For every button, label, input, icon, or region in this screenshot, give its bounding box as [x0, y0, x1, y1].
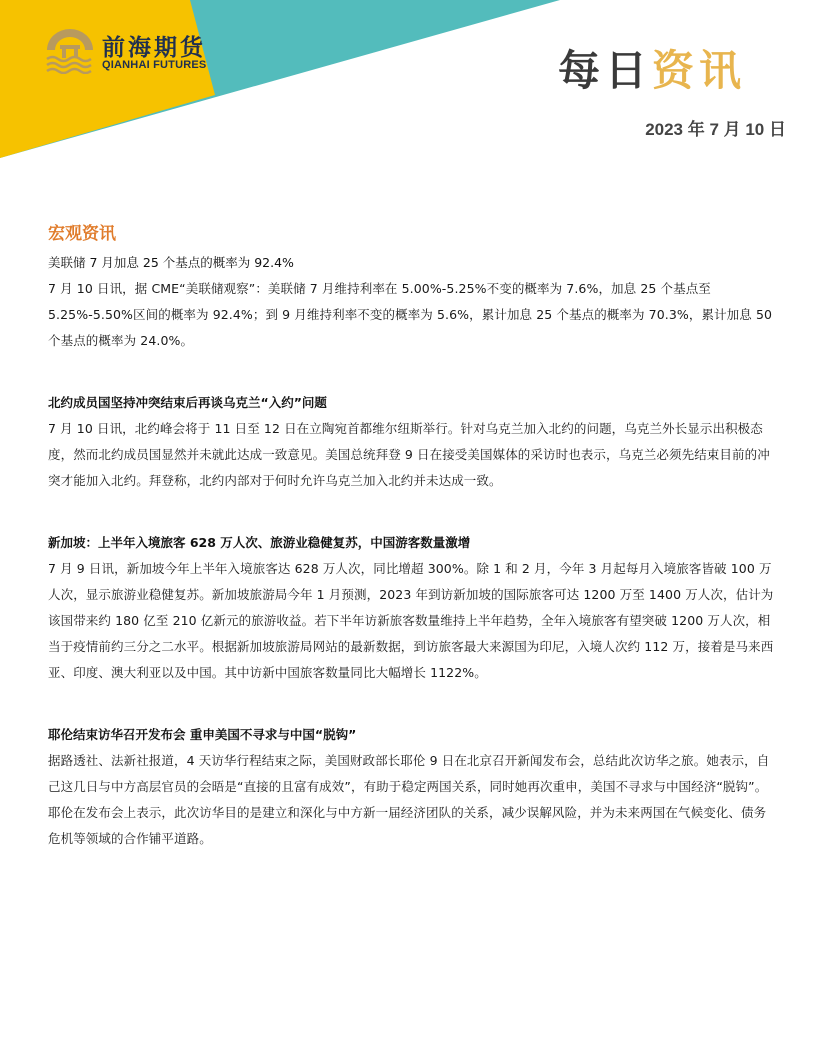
logo-chinese-name: 前海期货 — [102, 34, 206, 61]
report-date: 2023 年 7 月 10 日 — [645, 120, 786, 139]
main-content — [48, 220, 778, 888]
article-body: 7 月 10 日讯，北约峰会将于 11 日至 12 日在立陶宛首都维尔纽斯举行。针对乌克兰加入北约的问题，乌克兰外长显示出积极态度，然而北约成员国显然并未就此达成一致意见。美国总统拜登 9 日在接受美国媒体的采访时也表示，乌克兰必须先结束目前的冲突才能加入北约。拜登称，北约内部对于何时允许乌克兰加入北约并未达成一致。 — [48, 421, 770, 488]
article-title: 美联储 7 月加息 25 个基点的概率为 92.4% — [48, 255, 294, 270]
company-logo — [44, 28, 244, 78]
logo-mark-icon — [44, 28, 96, 74]
page-title-part1: 每日 — [557, 46, 652, 95]
article-body: 7 月 10 日讯，据 CME“美联储观察”：美联储 7 月维持利率在 5.00%-5.25%不变的概率为 7.6%，加息 25 个基点至 5.25%-5.50%区间的概率为 92.4%；到 9 月维持利率不变的概率为 5.6%，累计加息 25 个基点的概率为 70.3%，累计加息 50 个基点的概率为 24.0%。 — [48, 281, 773, 348]
article-title: 新加坡：上半年入境旅客 628 万人次、旅游业稳健复苏，中国游客数量激增 — [48, 535, 471, 550]
article-body: 据路透社、法新社报道，4 天访华行程结束之际，美国财政部长耶伦 9 日在北京召开新闻发布会，总结此次访华之旅。她表示，自己这几日与中方高层官员的会晤是“直接的且富有成效”，有助于稳定两国关系，同时她再次重申，美国不寻求与中国经济“脱钩”。耶伦在发布会上表示，此次访华目的是建立和深化与中方新一届经济团队的关系，减少误解风险，并为未来两国在气候变化、债务危机等领域的合作铺平道路。 — [48, 753, 770, 846]
article-title: 北约成员国坚持冲突结束后再谈乌克兰“入约”问题 — [48, 395, 327, 410]
page-title — [557, 46, 746, 95]
article-body: 7 月 9 日讯，新加坡今年上半年入境旅客达 628 万人次，同比增超 300%。除 1 和 2 月，今年 3 月起每月入境旅客皆破 100 万人次，显示旅游业稳健复苏。新加坡旅游局今年 1 月预测，2023 年到访新加坡的国际旅客可达 1200 万至 1400 万人次，估计为该国带来约 180 亿至 210 亿新元的旅游收益。若下半年访新旅客数量维持上半年趋势，全年入境旅客有望突破 1200 万人次，相当于疫情前约三分之二水平。根据新加坡旅游局网站的最新数据，到访旅客最大来源国为印尼，入境人次约 112 万，接着是马来西亚、印度、澳大利亚以及中国。其中访新中国旅客数量同比大幅增长 1122%。 — [48, 561, 774, 680]
article — [48, 530, 778, 686]
article — [48, 390, 778, 494]
article — [48, 722, 778, 852]
page-title-part2: 资讯 — [651, 46, 746, 95]
article-title: 耶伦结束访华召开发布会 重申美国不寻求与中国“脱钩” — [48, 727, 357, 742]
banner-yellow-band — [0, 0, 215, 158]
section-title: 宏观资讯 — [48, 224, 116, 244]
article — [48, 250, 778, 354]
logo-english-name: QIANHAI FUTURES — [102, 59, 207, 71]
